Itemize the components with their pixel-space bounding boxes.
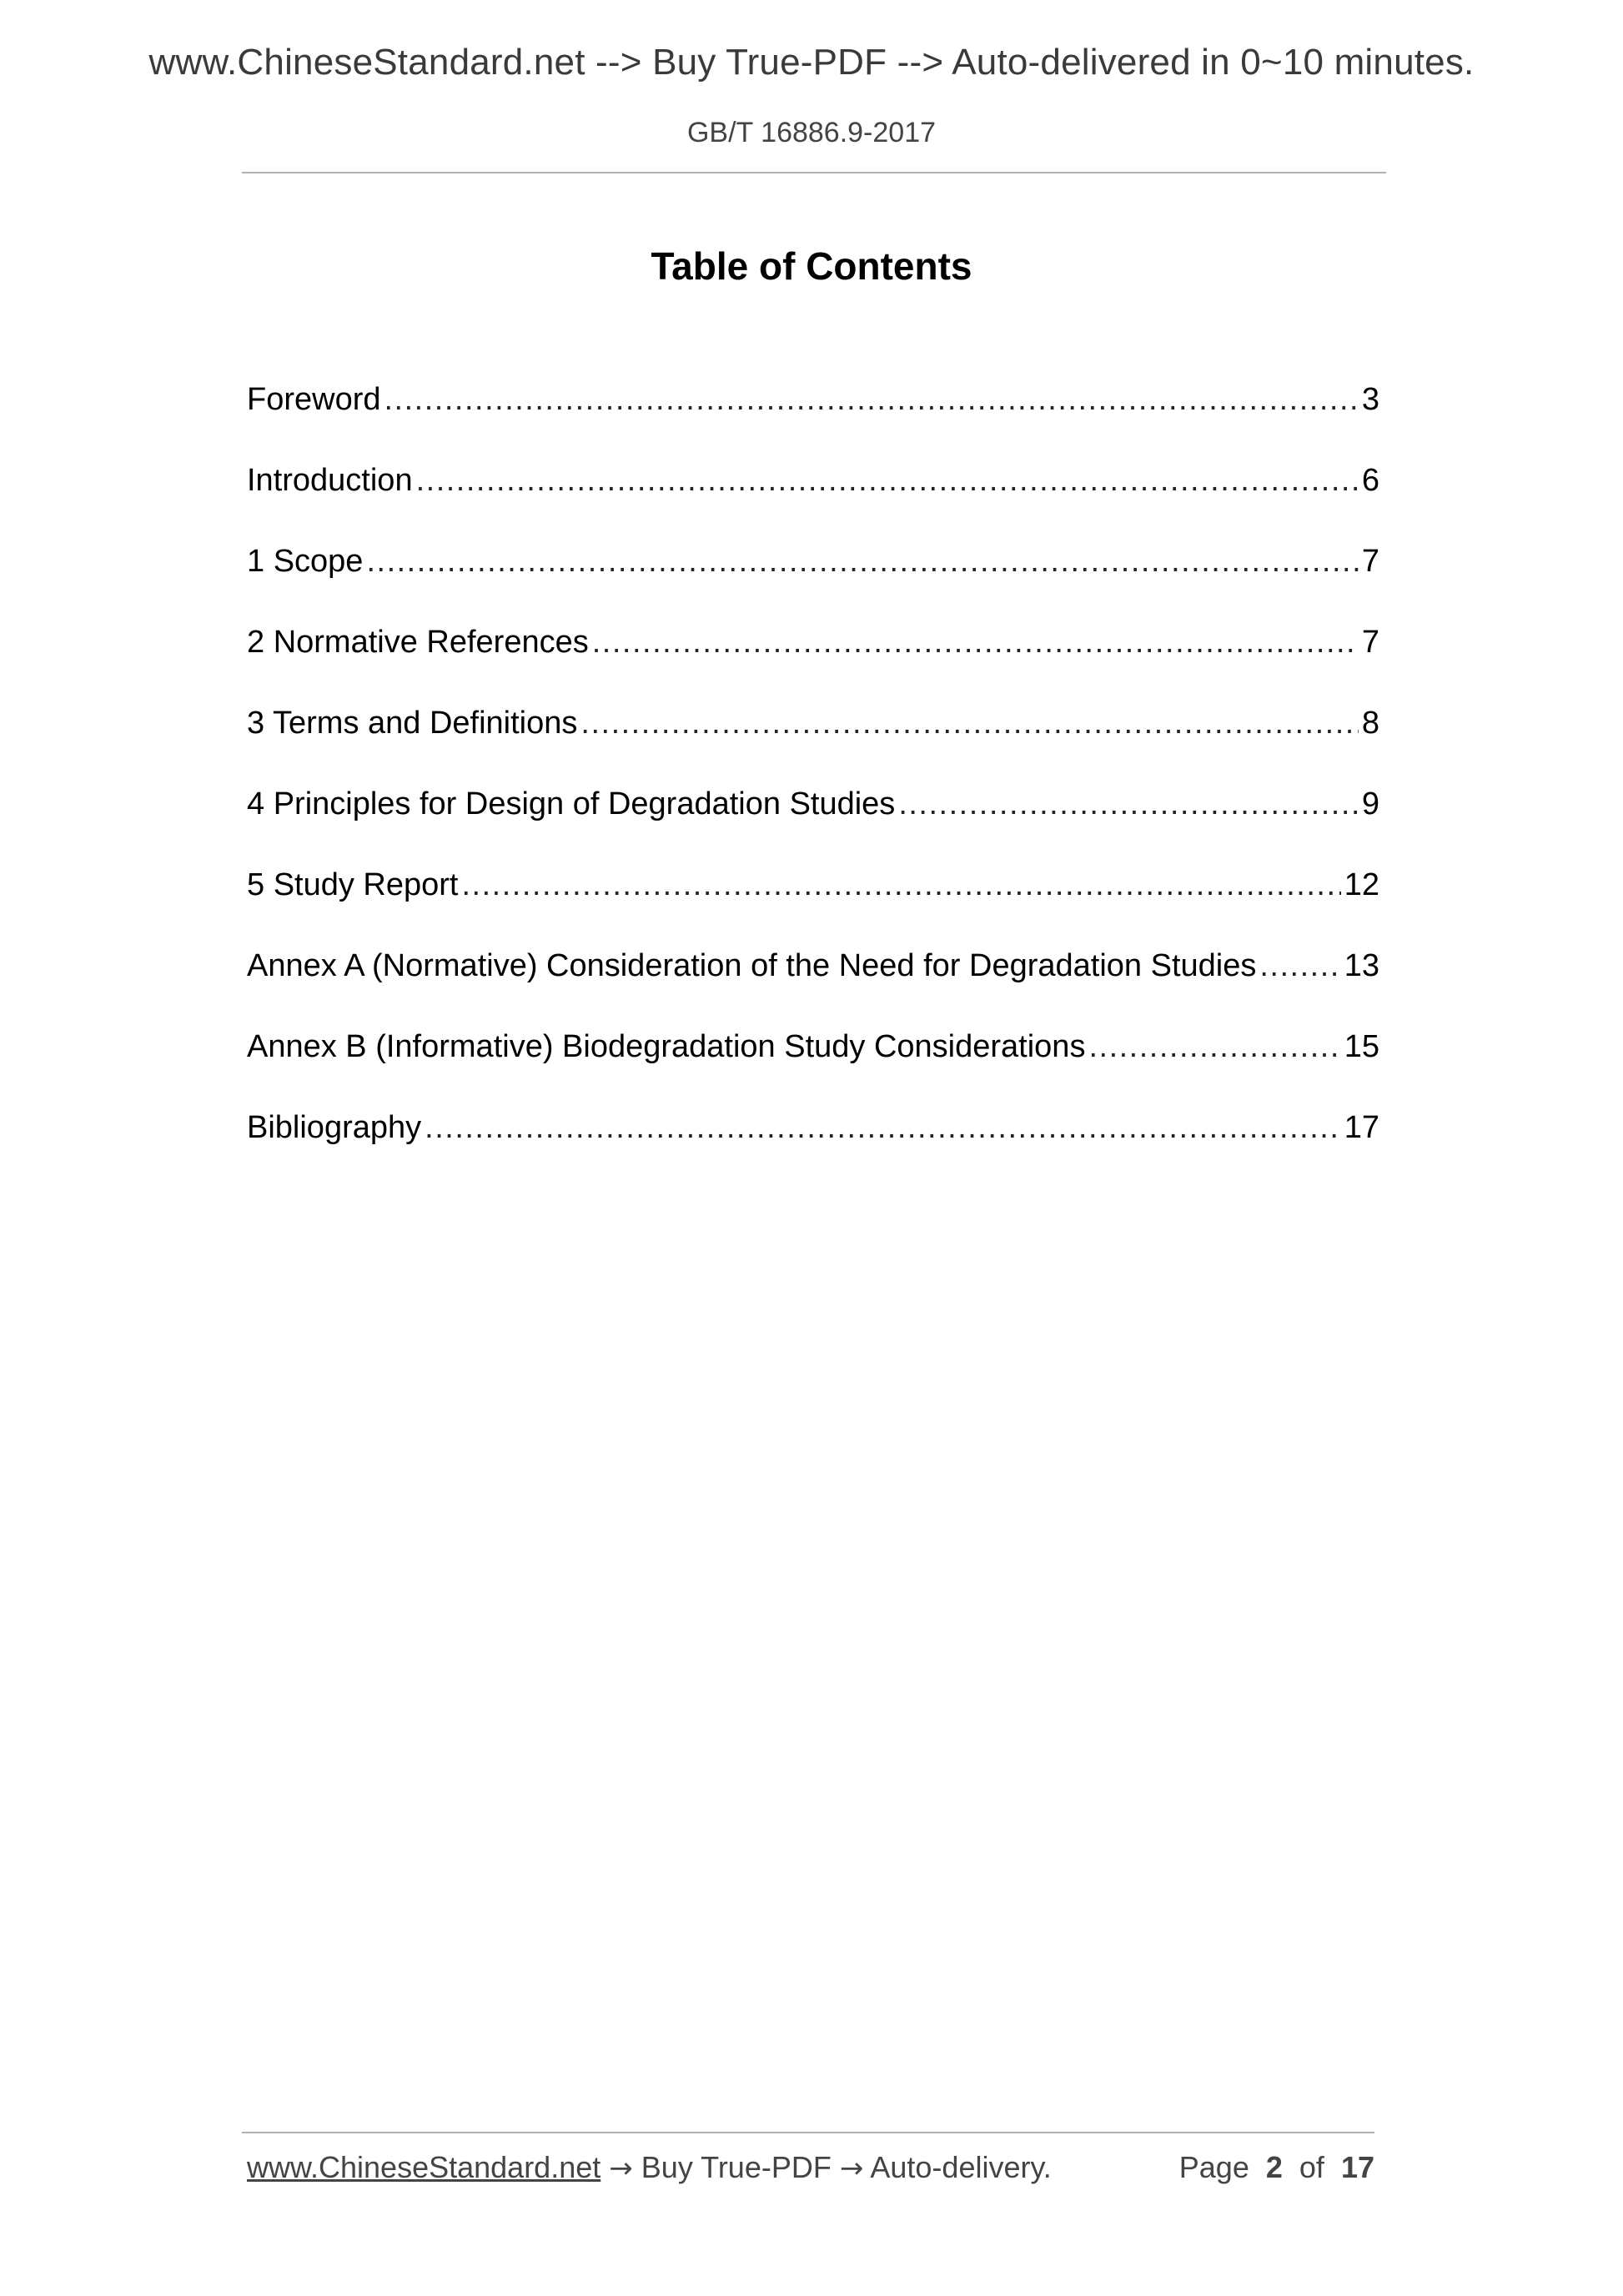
toc-entry-annex-b[interactable]: [247, 1022, 1379, 1103]
page-label: Page: [1178, 2150, 1249, 2184]
toc-entry-page: 9: [1361, 786, 1379, 821]
toc-entry-label: Annex B (Informative) Biodegradation Study Considerations: [247, 1029, 1086, 1064]
top-banner: www.ChineseStandard.net --> Buy True-PDF --> Auto-delivered in 0~10 minutes.: [148, 42, 1475, 83]
toc-entry-page: 7: [1361, 625, 1379, 660]
toc-entry-label: 2 Normative References: [247, 625, 589, 660]
toc-entry-page: 15: [1344, 1029, 1379, 1064]
page-footer: [247, 2150, 1374, 2185]
page-current: 2: [1265, 2150, 1283, 2184]
toc-entry-label: 4 Principles for Design of Degradation Studies: [247, 786, 896, 821]
right-arrow-icon: →: [609, 2152, 633, 2185]
page-total: 17: [1340, 2150, 1374, 2184]
header-divider: [242, 172, 1386, 173]
toc-entry-label: Annex A (Normative) Consideration of the Need for Degradation Studies: [247, 948, 1257, 983]
toc-entry-label: 5 Study Report: [247, 867, 459, 902]
toc-leader-dots: [384, 375, 1359, 424]
toc-entry-terms-definitions[interactable]: [247, 699, 1379, 780]
footer-delivery-text: Auto-delivery.: [870, 2150, 1052, 2184]
right-arrow-icon: →: [839, 2152, 864, 2185]
toc-entry-bibliography[interactable]: [247, 1103, 1379, 1184]
toc-entry-page: 8: [1361, 706, 1379, 741]
toc-entry-label: 1 Scope: [247, 544, 364, 579]
toc-entry-page: 12: [1344, 867, 1379, 902]
toc-entry-page: 17: [1344, 1110, 1379, 1145]
footer-promo: [247, 2150, 1052, 2185]
toc-leader-dots: [461, 861, 1340, 909]
toc-entry-foreword[interactable]: [247, 375, 1379, 456]
toc-entry-introduction[interactable]: [247, 456, 1379, 537]
toc-list: [247, 375, 1379, 1184]
footer-buy-text: Buy True-PDF: [641, 2150, 832, 2184]
toc-entry-label: 3 Terms and Definitions: [247, 706, 578, 741]
toc-entry-label: Introduction: [247, 463, 413, 498]
toc-leader-dots: [592, 618, 1359, 666]
toc-leader-dots: [580, 699, 1358, 747]
toc-leader-dots: [366, 537, 1358, 585]
toc-entry-study-report[interactable]: [247, 861, 1379, 942]
toc-entry-page: 3: [1361, 382, 1379, 417]
toc-title: Table of Contents: [651, 244, 972, 288]
toc-entry-page: 13: [1344, 948, 1379, 983]
toc-entry-page: 6: [1361, 463, 1379, 498]
toc-entry-normative-references[interactable]: [247, 618, 1379, 699]
toc-entry-page: 7: [1361, 544, 1379, 579]
document-code: GB/T 16886.9-2017: [686, 117, 937, 148]
footer-site-link[interactable]: www.ChineseStandard.net: [247, 2150, 601, 2184]
page-indicator: [1179, 2150, 1374, 2185]
of-label: of: [1299, 2150, 1324, 2184]
footer-divider: [242, 2132, 1374, 2133]
toc-entry-principles[interactable]: [247, 780, 1379, 861]
toc-entry-scope[interactable]: [247, 537, 1379, 618]
toc-entry-annex-a[interactable]: [247, 942, 1379, 1022]
toc-leader-dots: [898, 780, 1359, 828]
toc-leader-dots: [425, 1103, 1341, 1152]
toc-leader-dots: [416, 456, 1359, 505]
toc-leader-dots: [1088, 1022, 1340, 1071]
toc-entry-label: Foreword: [247, 382, 381, 417]
toc-leader-dots: [1259, 942, 1340, 990]
toc-entry-label: Bibliography: [247, 1110, 422, 1145]
